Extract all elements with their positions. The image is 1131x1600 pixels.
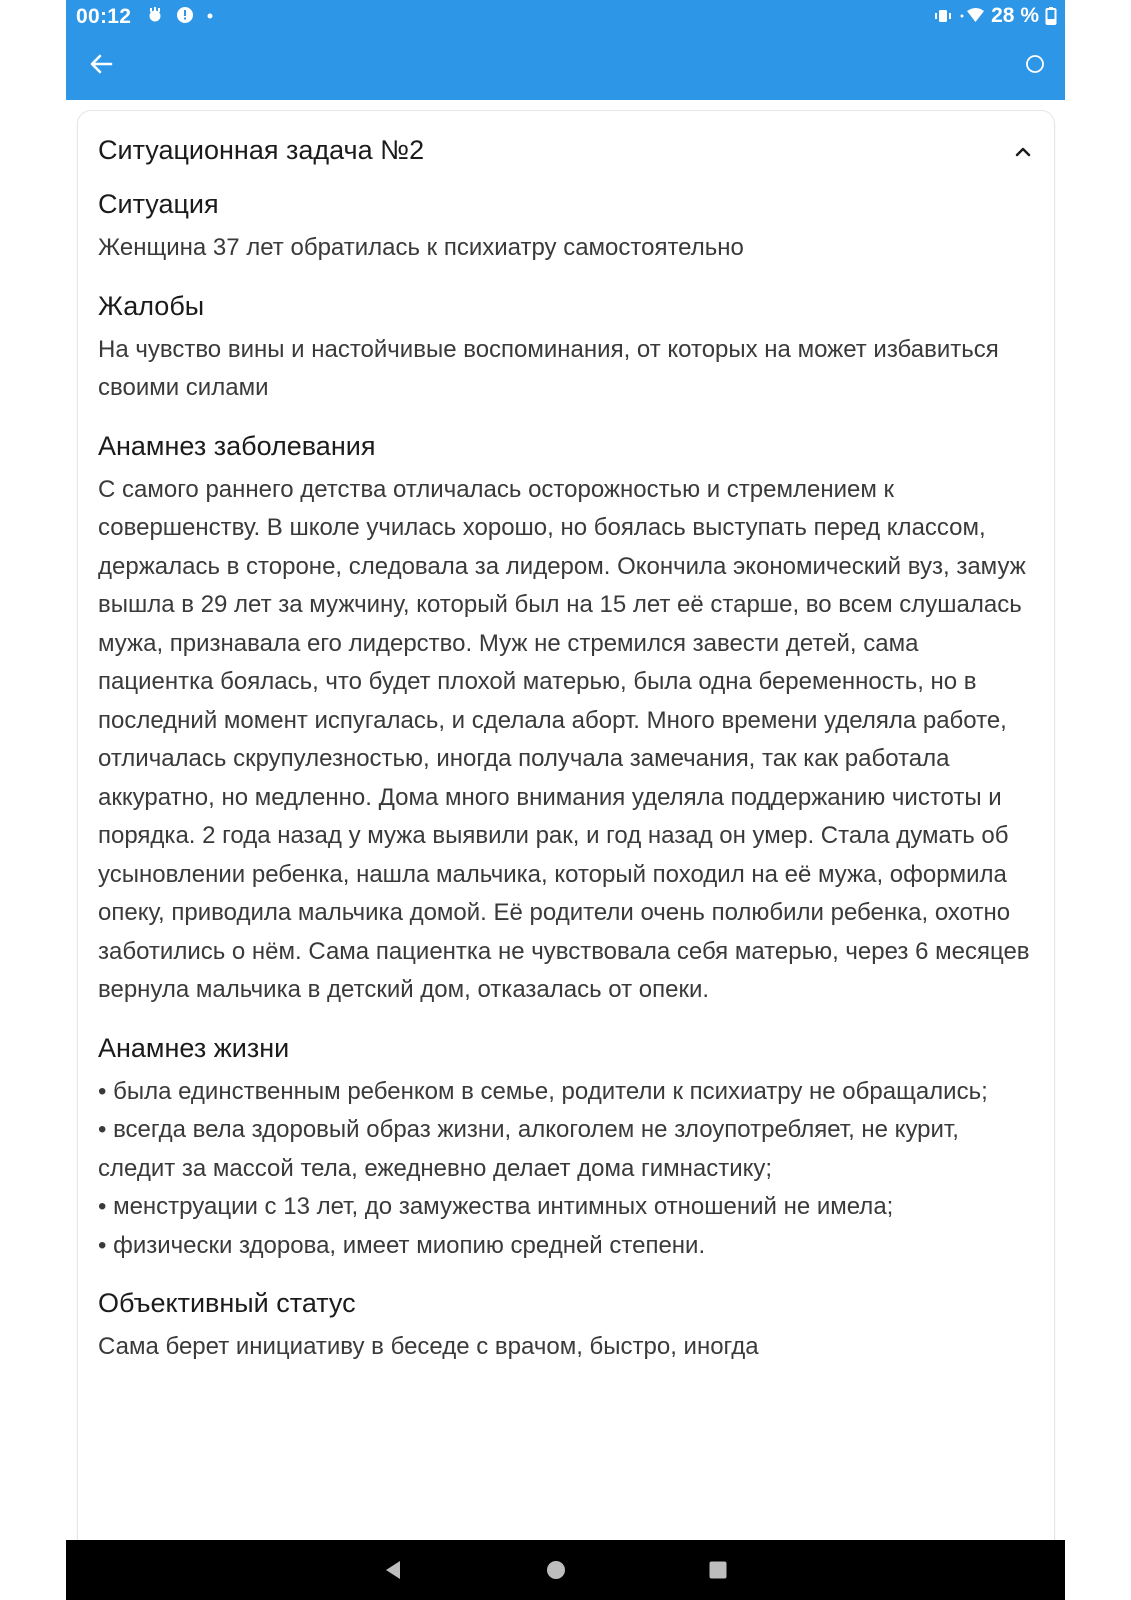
card-sections [98, 185, 1038, 1386]
task-card [77, 110, 1055, 1540]
section-text: С самого раннего детства отличалась осторожностью и стремлением к совершенству. В школе училась хорошо, но боялась выступать перед классом, держалась в стороне, следовала за лидером. Окончила экономический вуз, замуж вышла в 29 лет за мужчину, который был на 15 лет её старше, во всем слушалась мужа, признавала его лидерство. Муж не стремился завести детей, сама пациентка боялась, что будет плохой матерью, была одна беременность, но в последний момент испугалась, и сделала аборт. Много времени уделяла работе, отличалась скрупулезностью, иногда получала замечания, так как работала аккуратно, но медленно. Дома много внимания уделяла поддержанию чистоты и порядка. 2 года назад у мужа выявили рак, и год назад он умер. Стала думать об усыновлении ребенка, нашла мальчика, который походил на её мужа, оформила опеку, приводила мальчика домой. Её родители очень полюбили ребенка, охотно заботились о нём. Сама пациентка не чувствовала себя матерью, через 6 месяцев вернула мальчика в детский дом, отказалась от опеки. [98, 475, 1030, 1003]
settings-icon [146, 6, 164, 24]
wifi-icon [959, 7, 985, 25]
section-heading: Анамнез заболевания [98, 430, 376, 461]
section-heading: Жалобы [98, 290, 205, 321]
status-time: 00:12 [76, 5, 132, 28]
device-screen [66, 0, 1065, 1600]
section-heading: Объективный статус [98, 1288, 356, 1318]
status-left-icons [146, 6, 214, 24]
vibrate-icon [933, 7, 953, 25]
battery-percent: 28 % [991, 4, 1039, 27]
section-text: • была единственным ребенком в семье, родители к психиатру не обращались; • всегда вела здоровый образ жизни, алкоголем не злоупотребляет, не курит, следит за массой тела, ежедневно делает дома гимнастику; • менструации с 13 лет, до замужества интимных отношений не имела; • физически здорова, имеет миопию средней степени. [98, 1077, 988, 1259]
nav-home-icon[interactable] [544, 1558, 568, 1582]
section-heading: Ситуация [98, 189, 219, 219]
chevron-up-icon[interactable] [1012, 141, 1034, 163]
card-header[interactable] [98, 131, 1034, 171]
nav-recents-icon[interactable] [706, 1558, 730, 1582]
battery-icon [1045, 6, 1057, 26]
card-title: Ситуационная задача №2 [98, 135, 425, 165]
section-complaints [98, 287, 1038, 408]
section-disease-history [98, 427, 1038, 1010]
nav-back-icon[interactable] [381, 1558, 405, 1582]
dot-icon [206, 6, 214, 24]
app-bar [66, 0, 1065, 100]
section-heading: Анамнез жизни [98, 1032, 290, 1063]
circle-icon[interactable] [1025, 54, 1045, 74]
status-right [933, 4, 1057, 28]
section-situation [98, 185, 1038, 268]
content-area[interactable] [66, 100, 1065, 1540]
navigation-bar [66, 1540, 1065, 1600]
alert-icon [176, 6, 194, 24]
section-life-history [98, 1029, 1038, 1266]
section-text: Женщина 37 лет обратилась к психиатру самостоятельно [98, 234, 744, 261]
arrow-back-icon[interactable] [86, 49, 116, 79]
section-text: На чувство вины и настойчивые воспоминания, от которых на может избавиться своими силами [98, 335, 999, 401]
section-text: Сама берет инициативу в беседе с врачом, быстро, иногда [98, 1333, 759, 1360]
section-objective-status [98, 1284, 1038, 1367]
